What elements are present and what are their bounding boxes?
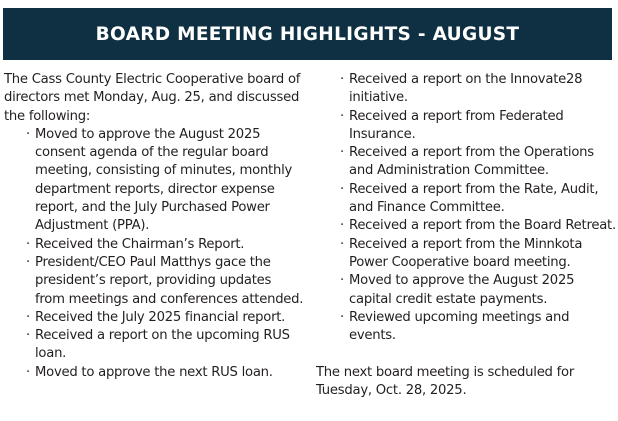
bullet-icon: · [340, 145, 344, 161]
list-item-text: Received a report from Federated Insurance. [349, 108, 564, 142]
list-item-text: Received a report on the upcoming RUS loan. [35, 328, 290, 362]
list-item [338, 236, 618, 273]
list-item [24, 254, 304, 309]
list-item [24, 327, 304, 364]
list-item [338, 217, 618, 235]
list-item-text: Received the July 2025 financial report. [35, 309, 286, 325]
left-highlights-list [4, 126, 304, 382]
right-column [316, 71, 618, 400]
bullet-icon: · [26, 236, 30, 252]
bullet-icon: · [26, 254, 30, 270]
list-item [338, 144, 618, 181]
list-item-text: Received a report on the Innovate28 initiative. [349, 72, 583, 106]
bullet-icon: · [340, 181, 344, 197]
list-item [338, 108, 618, 145]
list-item-text: Received a report from the Rate, Audit, and Finance Committee. [349, 181, 599, 216]
list-item [24, 364, 304, 382]
bullet-icon: · [340, 236, 344, 252]
list-item-text: Moved to approve the next RUS loan. [35, 364, 273, 380]
bullet-icon: · [340, 309, 344, 325]
list-item [338, 71, 618, 108]
list-item-text: Reviewed upcoming meetings and events. [349, 309, 570, 344]
list-item-text: Moved to approve the August 2025 consent agenda of the regular board meeting, consisting of minutes, monthly department reports, director expense report, and the July Purchased Power Adjustment (PPA). [35, 126, 293, 234]
right-highlights-list [316, 71, 618, 345]
header-banner [3, 8, 612, 60]
list-item [24, 126, 304, 236]
bullet-icon: · [340, 108, 344, 124]
bullet-icon: · [26, 309, 30, 325]
list-item-text: Received the Chairman’s Report. [35, 236, 245, 252]
bullet-icon: · [26, 126, 30, 142]
bullet-icon: · [26, 364, 30, 380]
list-item-text: President/CEO Paul Matthys gace the president’s report, providing updates from meetings and conferences attended. [35, 254, 304, 307]
list-item [24, 309, 304, 327]
list-item-text: Received a report from the Minnkota Power Cooperative board meeting. [349, 236, 583, 270]
list-item-text: Received a report from the Operations and Administration Committee. [349, 145, 594, 179]
bullet-icon: · [26, 328, 30, 344]
next-meeting-note: The next board meeting is scheduled for Tuesday, Oct. 28, 2025. [316, 364, 574, 399]
list-item [338, 272, 618, 309]
left-column [4, 71, 304, 382]
list-item [338, 181, 618, 218]
page-title: BOARD MEETING HIGHLIGHTS - AUGUST [95, 23, 520, 45]
list-item [24, 236, 304, 254]
intro-paragraph: The Cass County Electric Cooperative board of directors met Monday, Aug. 25, and discussed the following: [4, 72, 301, 124]
list-item-text: Received a report from the Board Retreat. [349, 218, 616, 234]
bullet-icon: · [340, 273, 344, 289]
bullet-icon: · [340, 72, 344, 87]
list-item-text: Moved to approve the August 2025 capital credit estate payments. [349, 273, 575, 307]
bullet-icon: · [340, 218, 344, 234]
list-item [338, 309, 618, 346]
